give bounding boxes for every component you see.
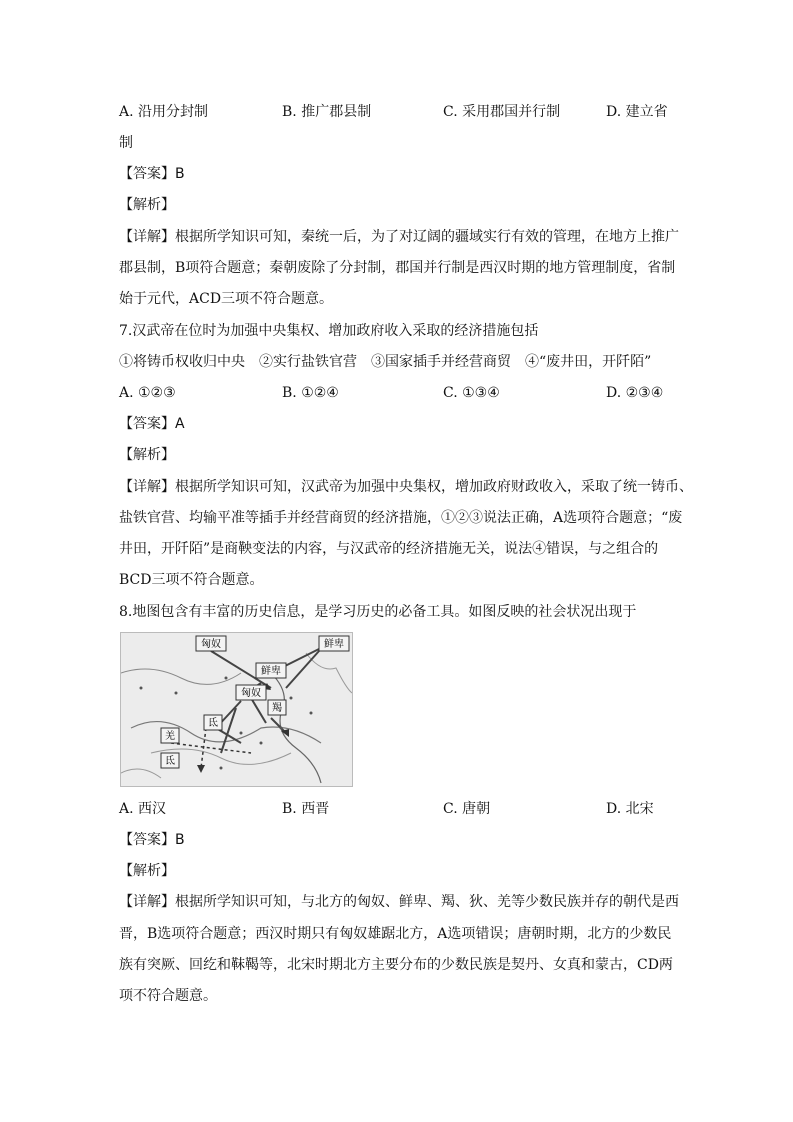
map-label: 氐 bbox=[208, 718, 218, 729]
historical-migration-map bbox=[120, 632, 353, 787]
q8-option-d: D. 北宋 bbox=[606, 801, 654, 817]
q7-option-b: B. ①②④ bbox=[282, 385, 339, 401]
q6-detail-line: 始于元代，ACD三项不符合题意。 bbox=[119, 291, 334, 307]
q8-option-c: C. 唐朝 bbox=[443, 801, 491, 817]
q7-option-c: C. ①③④ bbox=[443, 385, 500, 401]
q7-items: ①将铸币权收归中央 ②实行盐铁官营 ③国家插手并经营商贸 ④“废井田，开阡陌” bbox=[119, 354, 652, 370]
map-drawing bbox=[121, 633, 352, 786]
q8-detail-line: 【详解】根据所学知识可知，与北方的匈奴、鲜卑、羯、狄、羌等少数民族并存的朝代是西 bbox=[119, 894, 679, 910]
q8-stem: 8.地图包含有丰富的历史信息，是学习历史的必备工具。如图反映的社会状况出现于 bbox=[119, 604, 637, 620]
q8-option-b: B. 西晋 bbox=[282, 801, 330, 817]
map-label: 鲜卑 bbox=[324, 639, 344, 650]
q8-detail-line: 族有突厥、回纥和靺鞨等，北宋时期北方主要分布的少数民族是契丹、女真和蒙古，CD两 bbox=[119, 957, 673, 973]
q6-option-d: D. 建立省 bbox=[606, 104, 668, 120]
q7-detail-line: 井田，开阡陌”是商鞅变法的内容，与汉武帝的经济措施无关，说法④错误，与之组合的 bbox=[119, 541, 659, 557]
q8-answer: 【答案】B bbox=[119, 832, 185, 848]
q7-option-d: D. ②③④ bbox=[606, 385, 664, 401]
q6-answer: 【答案】B bbox=[119, 166, 185, 182]
map-label: 羌 bbox=[165, 731, 175, 742]
q7-analysis-heading: 【解析】 bbox=[119, 447, 175, 463]
q6-detail-line: 【详解】根据所学知识可知，秦统一后，为了对辽阔的疆域实行有效的管理，在地方上推广 bbox=[119, 229, 679, 245]
q8-detail-line: 项不符合题意。 bbox=[119, 988, 217, 1004]
map-label: 鲜卑 bbox=[261, 666, 281, 677]
q7-detail-line: BCD三项不符合题意。 bbox=[119, 572, 264, 588]
q8-detail-line: 晋，B选项符合题意；西汉时期只有匈奴雄踞北方，A选项错误；唐朝时期，北方的少数民 bbox=[119, 926, 672, 942]
q6-option-c: C. 采用郡国并行制 bbox=[443, 104, 561, 120]
q7-stem: 7.汉武帝在位时为加强中央集权、增加政府收入采取的经济措施包括 bbox=[119, 323, 539, 339]
q6-option-a: A. 沿用分封制 bbox=[119, 104, 209, 120]
q6-option-b: B. 推广郡县制 bbox=[282, 104, 372, 120]
map-label: 匈奴 bbox=[241, 688, 261, 699]
q7-detail-line: 【详解】根据所学知识可知，汉武帝为加强中央集权，增加政府财政收入，采取了统一铸币、 bbox=[119, 479, 693, 495]
q6-detail-line: 郡县制，B项符合题意；秦朝废除了分封制，郡国并行制是西汉时期的地方管理制度，省制 bbox=[119, 260, 676, 276]
q8-option-a: A. 西汉 bbox=[119, 801, 167, 817]
q6-option-d-continued: 制 bbox=[119, 135, 133, 151]
q7-answer: 【答案】A bbox=[119, 416, 185, 432]
map-label: 氐 bbox=[165, 756, 175, 767]
q6-analysis-heading: 【解析】 bbox=[119, 197, 175, 213]
map-label: 羯 bbox=[272, 703, 282, 714]
map-label: 匈奴 bbox=[201, 639, 221, 650]
q8-analysis-heading: 【解析】 bbox=[119, 863, 175, 879]
q7-detail-line: 盐铁官营、均输平准等插手并经营商贸的经济措施，①②③说法正确，A选项符合题意；“废 bbox=[119, 510, 683, 526]
q7-option-a: A. ①②③ bbox=[119, 385, 176, 401]
